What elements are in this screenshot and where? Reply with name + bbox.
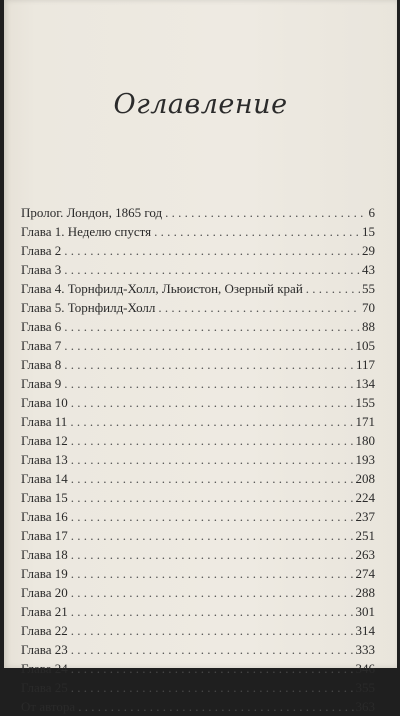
toc-entry: [21, 336, 375, 355]
toc-entry-label: Глава 15: [21, 490, 68, 505]
toc-entry-page-number: 29: [362, 243, 375, 258]
toc-entry-label: Глава 23: [21, 642, 68, 657]
toc-entry-label: Глава 22: [21, 623, 68, 638]
toc-entry-label: Глава 14: [21, 471, 68, 486]
dot-leader: [71, 678, 354, 697]
toc-entry: [21, 279, 375, 298]
toc-entry-label: Глава 12: [21, 433, 68, 448]
toc-entry-label: Глава 4. Торнфилд-Холл, Льюистон, Озерный край: [21, 281, 303, 296]
toc-entry-page-number: 355: [355, 680, 375, 695]
toc-entry: [21, 507, 375, 526]
toc-entry-page-number: 224: [355, 490, 375, 505]
toc-entry-page-number: 15: [362, 224, 375, 239]
toc-entry: [21, 298, 375, 317]
toc-entry-label: Глава 20: [21, 585, 68, 600]
dot-leader: [64, 336, 353, 355]
toc-entry-label: Глава 1. Неделю спустя: [21, 224, 152, 239]
toc-entry-label: Глава 13: [21, 452, 68, 467]
toc-entry: [21, 260, 375, 279]
dot-leader: [64, 374, 353, 393]
toc-entry-page-number: 171: [355, 414, 375, 429]
dot-leader: [70, 412, 353, 431]
toc-entry: [21, 526, 375, 545]
dot-leader: [71, 621, 354, 640]
dot-leader: [71, 393, 354, 412]
toc-entry: [21, 412, 375, 431]
toc-entry-page-number: 363: [355, 699, 375, 714]
toc-entry: [21, 393, 375, 412]
toc-entry-label: От автора: [21, 699, 76, 714]
toc-entry-page-number: 43: [362, 262, 375, 277]
toc-entry: [21, 374, 375, 393]
dot-leader: [71, 659, 354, 678]
dot-leader: [64, 260, 360, 279]
toc-entry-page-number: 180: [355, 433, 375, 448]
toc-entry-page-number: 55: [362, 281, 375, 296]
toc-entry-label: Глава 3: [21, 262, 62, 277]
toc-entry-label: Глава 5. Торнфилд-Холл: [21, 300, 156, 315]
toc-entry: [21, 488, 375, 507]
dot-leader: [71, 469, 354, 488]
toc-entry-page-number: 105: [355, 338, 375, 353]
toc-entry-page-number: 134: [355, 376, 375, 391]
toc-entry: [21, 678, 375, 697]
toc-entry: [21, 241, 375, 260]
toc-entry-page-number: 263: [355, 547, 375, 562]
toc-entry-page-number: 88: [362, 319, 375, 334]
toc-entry: [21, 640, 375, 659]
toc-entry: [21, 621, 375, 640]
toc-entry: [21, 317, 375, 336]
toc-entry-label: Глава 10: [21, 395, 68, 410]
toc-entry: [21, 355, 375, 374]
dot-leader: [71, 602, 354, 621]
toc-entry-page-number: 301: [355, 604, 375, 619]
toc-entry: [21, 697, 375, 716]
toc-entry-label: Глава 21: [21, 604, 68, 619]
dot-leader: [306, 279, 360, 298]
toc-entry: [21, 583, 375, 602]
toc-entry-label: Глава 6: [21, 319, 62, 334]
toc-entry-page-number: 251: [355, 528, 375, 543]
toc-entry-page-number: 155: [355, 395, 375, 410]
toc-entry: [21, 450, 375, 469]
dot-leader: [154, 222, 360, 241]
toc-entry-label: Глава 18: [21, 547, 68, 562]
toc-entry-page-number: 274: [355, 566, 375, 581]
dot-leader: [71, 526, 354, 545]
toc-entry-page-number: 117: [355, 357, 375, 372]
toc-entry-page-number: 237: [355, 509, 375, 524]
toc-entry-page-number: 70: [362, 300, 375, 315]
toc-entry-label: Глава 19: [21, 566, 68, 581]
toc-entry-label: Глава 16: [21, 509, 68, 524]
dot-leader: [71, 431, 354, 450]
dot-leader: [64, 355, 354, 374]
page-title: Оглавление: [113, 89, 288, 120]
toc-entry: [21, 564, 375, 583]
toc-entry-label: Глава 11: [21, 414, 68, 429]
toc-entry: [21, 469, 375, 488]
toc-entry: [21, 431, 375, 450]
table-of-contents: [21, 203, 375, 716]
dot-leader: [71, 640, 354, 659]
toc-entry: [21, 602, 375, 621]
toc-entry-label: Пролог. Лондон, 1865 год: [21, 205, 163, 220]
toc-entry-page-number: 288: [355, 585, 375, 600]
toc-entry: [21, 203, 375, 222]
dot-leader: [71, 507, 354, 526]
dot-leader: [71, 545, 354, 564]
dot-leader: [71, 450, 354, 469]
toc-entry: [21, 222, 375, 241]
toc-entry-label: Глава 17: [21, 528, 68, 543]
dot-leader: [71, 564, 354, 583]
dot-leader: [165, 203, 366, 222]
toc-entry-label: Глава 24: [21, 661, 68, 676]
toc-entry-page-number: 208: [355, 471, 375, 486]
toc-entry: [21, 545, 375, 564]
toc-entry-label: Глава 2: [21, 243, 62, 258]
dot-leader: [64, 317, 360, 336]
book-page: [4, 0, 397, 714]
toc-entry-label: Глава 25: [21, 680, 68, 695]
toc-entry-page-number: 346: [355, 661, 375, 676]
dot-leader: [158, 298, 360, 317]
toc-entry-page-number: 333: [355, 642, 375, 657]
toc-entry-label: Глава 8: [21, 357, 62, 372]
dot-leader: [78, 697, 353, 716]
toc-entry-page-number: 314: [355, 623, 375, 638]
dot-leader: [71, 583, 354, 602]
toc-entry: [21, 659, 375, 678]
toc-entry-label: Глава 7: [21, 338, 62, 353]
dot-leader: [64, 241, 360, 260]
dot-leader: [71, 488, 354, 507]
toc-entry-page-number: 193: [355, 452, 375, 467]
toc-entry-page-number: 6: [368, 205, 375, 220]
toc-entry-label: Глава 9: [21, 376, 62, 391]
